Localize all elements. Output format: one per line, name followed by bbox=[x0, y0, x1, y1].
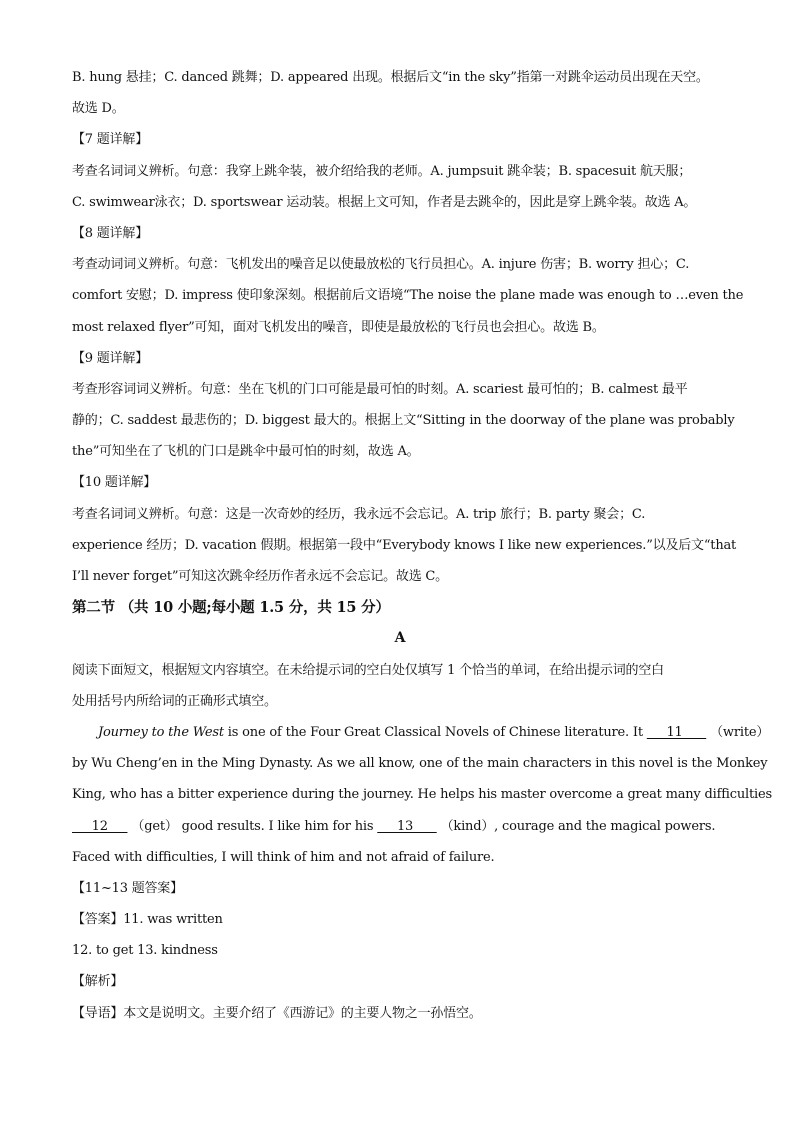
blank-12: 12 bbox=[72, 818, 128, 834]
passage-text: is one of the Four Great Classical Novels of Chinese literature. It bbox=[223, 724, 647, 740]
passage-line bbox=[72, 717, 770, 748]
passage-text: （get） good results. I like him for his bbox=[127, 818, 378, 834]
document-page bbox=[72, 62, 772, 1029]
question-heading: 【10 题详解】 bbox=[72, 475, 157, 491]
blank-13: 13 bbox=[377, 818, 437, 834]
passage-line: Faced with difficulties, I will think of him and not afraid of failure. bbox=[72, 849, 495, 865]
text-line: 考查名词词义辨析。句意：我穿上跳伞装，被介绍给我的老师。A. jumpsuit 跳伞装；B. spacesuit 航天服； bbox=[72, 163, 692, 179]
text-line: comfort 安慰；D. impress 使印象深刻。根据前后文语境“The noise the plane made was enough to …even the bbox=[72, 288, 744, 304]
text-line: experience 经历；D. vacation 假期。根据第一段中“Everybody knows I like new experiences.”以及后文“that bbox=[72, 537, 737, 553]
question-heading: 【7 题详解】 bbox=[72, 132, 149, 148]
book-title: Journey to the West bbox=[98, 724, 224, 740]
text-line: 静的；C. saddest 最悲伤的；D. biggest 最大的。根据上文“Sitting in the doorway of the plane was probably bbox=[72, 413, 735, 429]
blank-11: 11 bbox=[646, 724, 707, 740]
passage-line: King, who has a bitter experience during the journey. He helps his master overcome a great many difficulties bbox=[72, 787, 772, 803]
intro-line: 【导语】本文是说明文。主要介绍了《西游记》的主要人物之一孙悟空。 bbox=[72, 1005, 482, 1021]
question-heading: 【9 题详解】 bbox=[72, 350, 149, 366]
text-line: 考查动词词义辨析。句意：飞机发出的噪音足以使最放松的飞行员担心。A. injure 伤害；B. worry 担心；C. bbox=[72, 257, 690, 273]
passage-label: A bbox=[394, 630, 406, 647]
answer-heading: 【11~13 题答案】 bbox=[72, 880, 183, 896]
passage-text: （kind）, courage and the magical powers. bbox=[436, 818, 716, 834]
passage-line bbox=[72, 811, 728, 842]
text-line: I’ll never forget”可知这次跳伞经历作者永远不会忘记。故选 C。 bbox=[72, 569, 448, 584]
passage-line: by Wu Cheng’en in the Ming Dynasty. As we all know, one of the main characters in this novel is the Monkey bbox=[72, 756, 768, 772]
instruction-line: 处用括号内所给词的正确形式填空。 bbox=[72, 693, 277, 709]
text-line: 考查形容词词义辨析。句意：坐在飞机的门口可能是最可怕的时刻。A. scariest 最可怕的；B. calmest 最平 bbox=[72, 381, 688, 397]
answer-line: 【答案】11. was written bbox=[72, 912, 223, 928]
text-line: B. hung 悬挂；C. danced 跳舞；D. appeared 出现。根据后文“in the sky”指第一对跳伞运动员出现在天空。 bbox=[72, 70, 709, 85]
text-line: 故选 D。 bbox=[72, 101, 125, 117]
analysis-heading: 【解析】 bbox=[72, 974, 124, 990]
text-line: the”可知坐在了飞机的门口是跳伞中最可怕的时刻，故选 A。 bbox=[72, 444, 420, 460]
answer-line: 12. to get 13. kindness bbox=[72, 943, 218, 959]
text-line: 考查名词词义辨析。句意：这是一次奇妙的经历，我永远不会忘记。A. trip 旅行；B. party 聚会；C. bbox=[72, 506, 646, 522]
instruction-line: 阅读下面短文，根据短文内容填空。在未给提示词的空白处仅填写 1 个恰当的单词，在给出提示词的空白 bbox=[72, 662, 664, 678]
text-line: most relaxed flyer”可知，面对飞机发出的噪音，即使是最放松的飞行员也会担心。故选 B。 bbox=[72, 319, 605, 335]
section-heading: 第二节 （共 10 小题;每小题 1.5 分，共 15 分） bbox=[72, 599, 390, 617]
question-heading: 【8 题详解】 bbox=[72, 225, 149, 241]
text-line: C. swimwear泳衣；D. sportswear 运动装。根据上文可知，作者是去跳伞的，因此是穿上跳伞装。故选 A。 bbox=[72, 194, 697, 210]
passage-text: （write） bbox=[706, 724, 770, 740]
